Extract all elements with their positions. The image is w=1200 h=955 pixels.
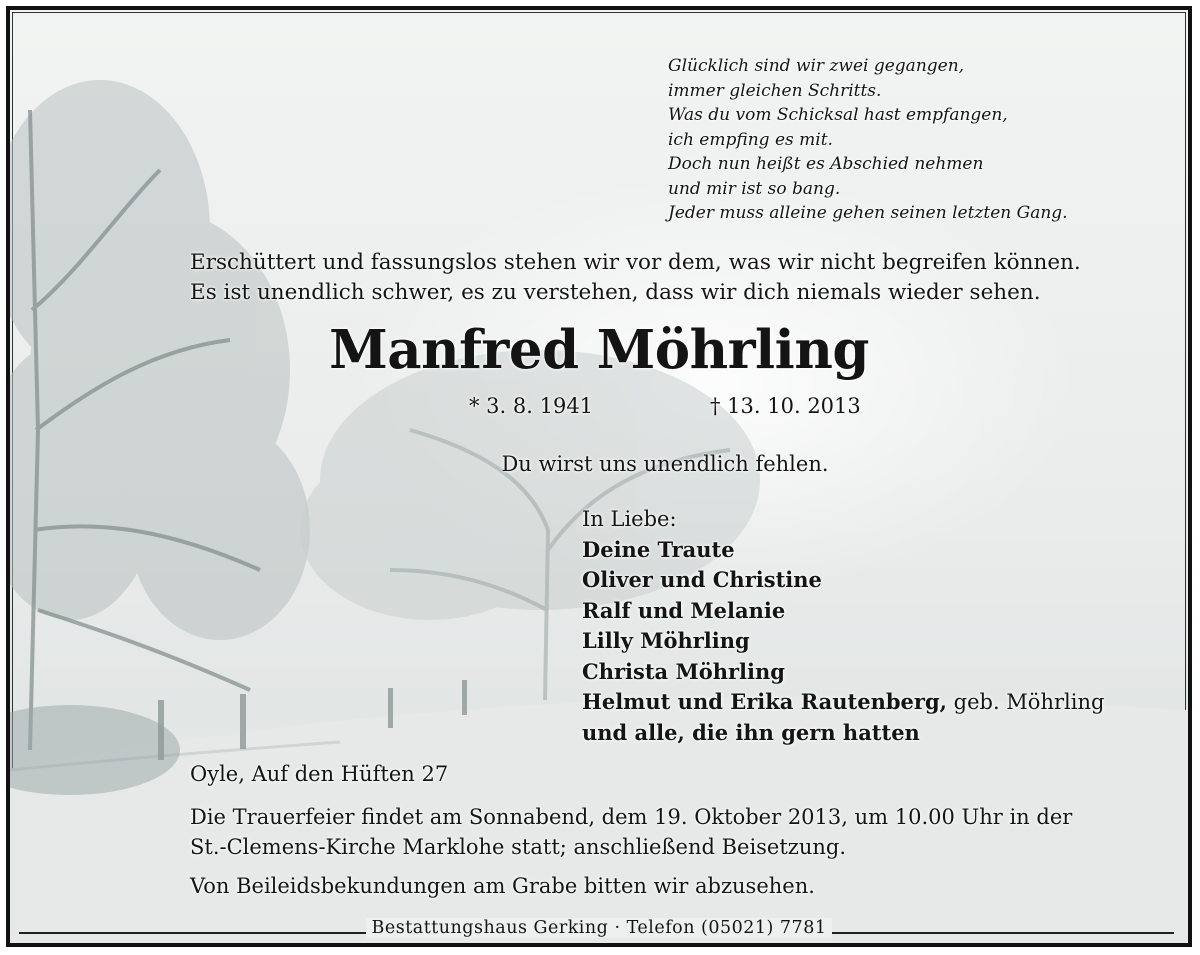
mourners-list <box>582 504 1104 748</box>
mourners-closing: und alle, die ihn gern hatten <box>582 719 920 745</box>
mourner-name: Deine Traute <box>582 536 735 562</box>
poem-line: Glücklich sind wir zwei gegangen, <box>668 56 965 76</box>
service-line: Die Trauerfeier findet am Sonnabend, dem 19. Oktober 2013, um 10.00 Uhr in der <box>190 805 1073 829</box>
funeral-home-contact: Bestattungshaus Gerking · Telefon (05021) 7781 <box>366 918 833 938</box>
intro-line: Es ist unendlich schwer, es zu verstehen, dass wir dich niemals wieder sehen. <box>190 280 1041 305</box>
mourner-name-suffix: geb. Möhrling <box>946 690 1105 714</box>
poem-line: immer gleichen Schritts. <box>668 80 882 101</box>
mourner-name: Helmut und Erika Rautenberg, <box>582 689 947 714</box>
mourner-name: Lilly Möhrling <box>582 628 750 653</box>
mourner-name: Oliver und Christine <box>582 567 822 592</box>
condolence-note: Von Beileidsbekundungen am Grabe bitten wir abzusehen. <box>190 874 815 898</box>
mourner-name: Christa Möhrling <box>582 658 785 684</box>
footer <box>10 918 1188 938</box>
poem-line: Was du vom Schicksal hast empfangen, <box>668 105 1008 125</box>
mourners-heading: In Liebe: <box>582 507 677 531</box>
intro-line: Erschüttert und fassungslos stehen wir vor dem, was wir nicht begreifen können. <box>190 250 1081 275</box>
obituary-notice <box>6 6 1192 947</box>
poem-line: ich empfing es mit. <box>668 129 833 150</box>
poem-line: und mir ist so bang. <box>668 178 841 199</box>
farewell-line: Du wirst uns unendlich fehlen. <box>501 452 829 476</box>
address: Oyle, Auf den Hüften 27 <box>190 762 449 786</box>
poem-line: Jeder muss alleine gehen seinen letzten Gang. <box>668 203 1068 223</box>
birth-date: * 3. 8. 1941 <box>469 394 594 418</box>
service-info <box>190 802 1072 862</box>
poem-line: Doch nun heißt es Abschied nehmen <box>668 154 984 174</box>
mourner-name: Ralf und Melanie <box>582 597 786 623</box>
death-date: † 13. 10. 2013 <box>710 394 861 418</box>
service-line: St.-Clemens-Kirche Marklohe statt; anschließend Beisetzung. <box>190 835 847 859</box>
mourner-row <box>582 687 1104 718</box>
poem <box>668 54 1068 226</box>
intro-text <box>190 248 1081 308</box>
deceased-name: Manfred Möhrling <box>329 319 869 381</box>
